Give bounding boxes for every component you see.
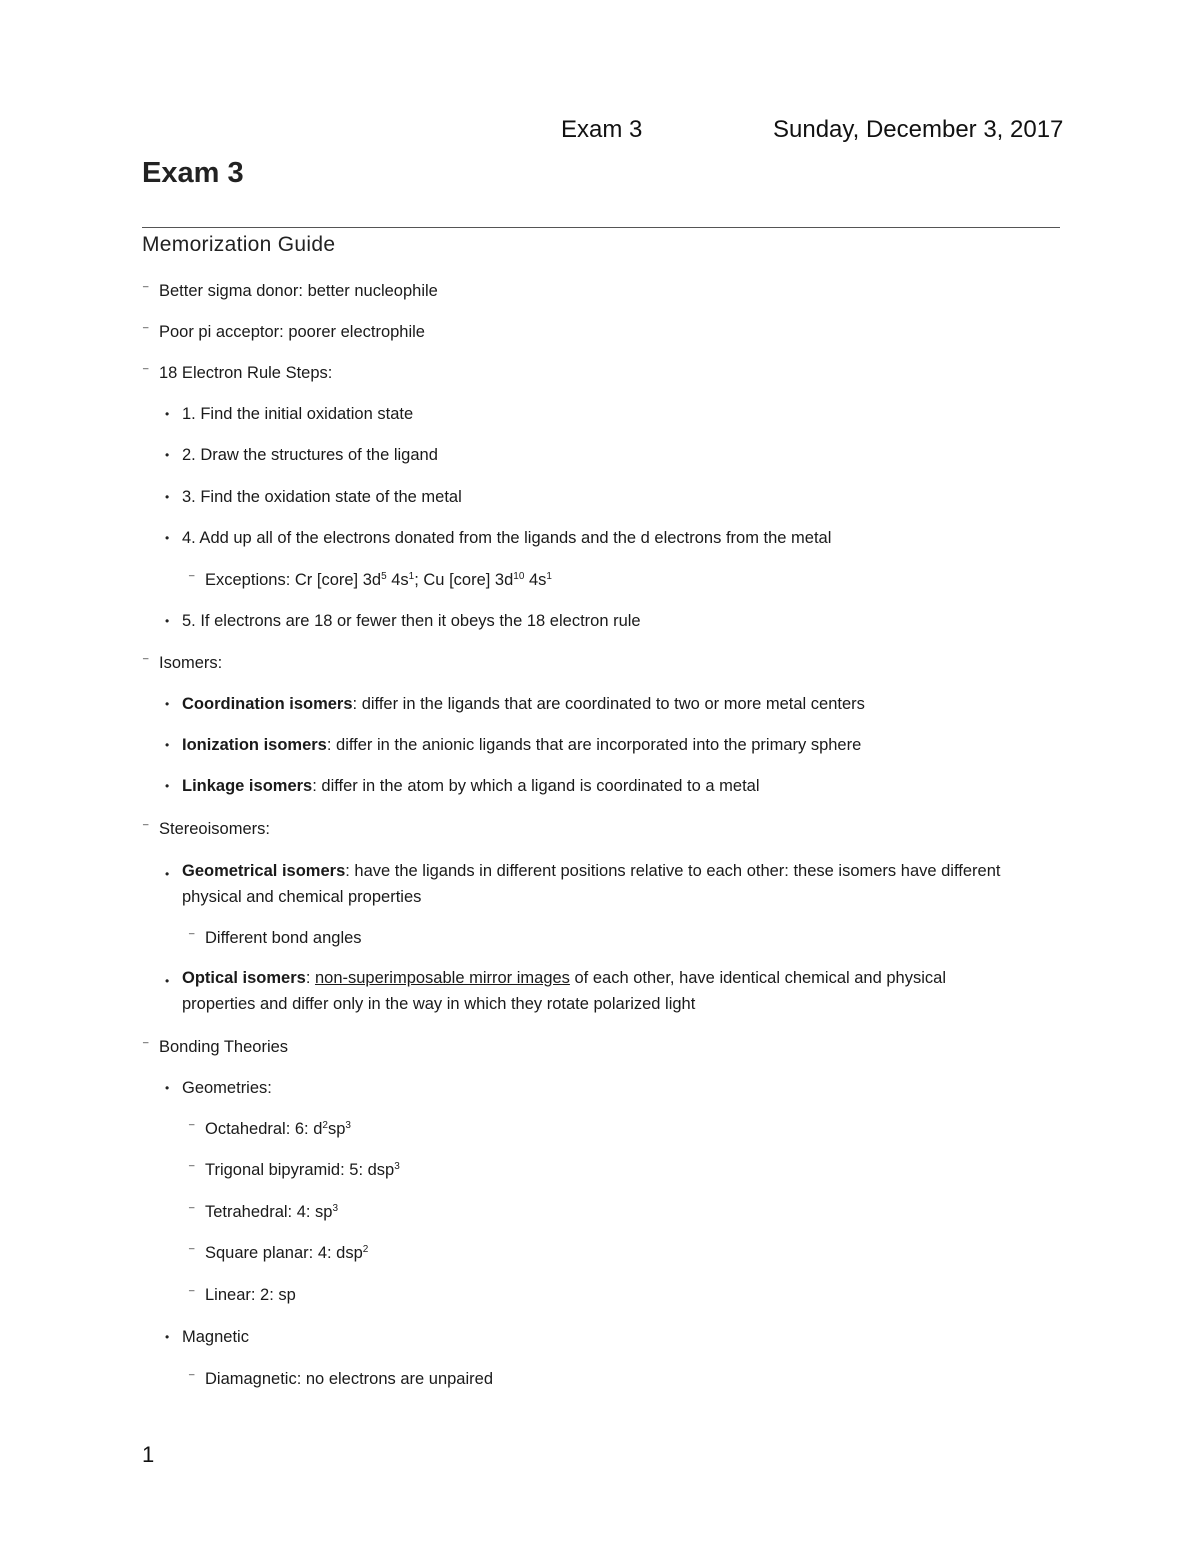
item-text: 4. Add up all of the electrons donated from the ligands and the d electrons from the metal — [182, 529, 832, 547]
list-item — [165, 694, 865, 715]
bullet-marker: • — [165, 1330, 170, 1344]
bullet-marker: • — [165, 407, 170, 421]
list-item — [188, 1160, 400, 1181]
list-item — [165, 445, 438, 466]
bullet-marker: • — [165, 738, 170, 752]
item-text: Tetrahedral: 4: $sp^3$ — [205, 1203, 339, 1221]
dash-marker: ⁻ — [142, 363, 150, 379]
dash-marker: ⁻ — [188, 1202, 196, 1218]
item-text: : differ in the anionic ligands that are incorporated into the primary sphere — [326, 736, 862, 754]
bullet-marker: • — [165, 974, 170, 988]
item-text: 1. Find the initial oxidation state — [182, 405, 414, 423]
dash-marker: ⁻ — [188, 1160, 196, 1176]
list-item — [165, 735, 862, 756]
item-text: 5. If electrons are 18 or fewer then it obeys the 18 electron rule — [182, 612, 641, 630]
list-item — [165, 528, 832, 549]
item-text: : differ in the ligands that are coordinated to two or more metal centers — [352, 695, 865, 713]
dash-marker: ⁻ — [188, 1285, 196, 1301]
dash-marker: ⁻ — [142, 653, 150, 669]
dash-marker: ⁻ — [188, 928, 196, 944]
term-bold: Ionization isomers — [182, 736, 327, 754]
dash-marker: ⁻ — [188, 1369, 196, 1385]
item-text: of each other, have identical chemical and physical properties and differ only in the way in which they rotate polarized light — [182, 969, 946, 1013]
bullet-marker: • — [165, 448, 170, 462]
item-text: Diamagnetic: no electrons are unpaired — [205, 1370, 494, 1388]
item-text: Stereoisomers: — [159, 820, 270, 838]
page-number: 1 — [142, 1442, 155, 1467]
list-item — [142, 653, 223, 674]
dash-marker: ⁻ — [142, 322, 150, 338]
list-item — [165, 1078, 272, 1099]
list-item — [142, 322, 425, 343]
list-item — [188, 570, 552, 591]
dash-marker: ⁻ — [142, 819, 150, 835]
dash-marker: ⁻ — [142, 1037, 150, 1053]
list-item — [188, 1243, 369, 1264]
dash-marker: ⁻ — [188, 570, 196, 586]
item-text: Bonding Theories — [159, 1038, 289, 1056]
item-text: Different bond angles — [205, 929, 362, 947]
item-text: 18 Electron Rule Steps: — [159, 364, 333, 382]
item-text: Octahedral: 6: $d^2sp^3$ — [205, 1120, 351, 1138]
bullet-marker: • — [165, 1081, 170, 1095]
list-item — [142, 281, 438, 302]
term-bold: Optical isomers — [182, 969, 306, 987]
list-item — [142, 1037, 289, 1058]
item-text: Better sigma donor: better nucleophile — [159, 282, 438, 300]
list-item — [165, 404, 414, 425]
list-item — [165, 776, 760, 797]
item-text: Geometries: — [182, 1079, 272, 1097]
list-item — [188, 1285, 296, 1306]
list-item: • Optical isomers: non-superimposable mirror images of each other, have identical chemical and physical properties and differ only in the way in which they rotate polarized light — [165, 969, 946, 1013]
item-text: 2. Draw the structures of the ligand — [182, 446, 438, 464]
dash-marker: ⁻ — [188, 1119, 196, 1135]
item-text: 3. Find the oxidation state of the metal — [182, 488, 462, 506]
exceptions-text: Exceptions: Cr [core] $3d^5$ $4s^1$; Cu [core] $3d^{10}$ $4s^1$ — [205, 571, 552, 589]
document-title: Exam 3 — [142, 157, 244, 189]
term-bold: Geometrical isomers — [182, 862, 346, 880]
list-item — [165, 858, 1012, 910]
item-text: : differ in the atom by which a ligand is coordinated to a metal — [312, 777, 760, 795]
item-text: Isomers: — [159, 654, 223, 672]
section-heading: Memorization Guide — [142, 233, 336, 256]
list-item — [188, 928, 362, 949]
list-item — [142, 363, 333, 384]
item-text: Poor pi acceptor: poorer electrophile — [159, 323, 425, 341]
list-item — [188, 1119, 351, 1140]
item-text: Trigonal bipyramid: 5: dsp$^3$ — [205, 1161, 400, 1179]
bullet-marker: • — [165, 867, 170, 881]
running-header-title: Exam 3 — [561, 116, 643, 143]
list-item — [165, 487, 462, 508]
term-bold: Coordination isomers — [182, 695, 353, 713]
list-item — [188, 1369, 494, 1390]
item-text: Linear: 2: sp — [205, 1286, 296, 1304]
dash-marker: ⁻ — [142, 281, 150, 297]
bullet-marker: • — [165, 697, 170, 711]
item-text: Square planar: 4: dsp$^2$ — [205, 1244, 369, 1262]
list-item — [165, 611, 641, 632]
term-bold: Linkage isomers — [182, 777, 313, 795]
dash-marker: ⁻ — [188, 1243, 196, 1259]
underlined-phrase: non-superimposable mirror images — [314, 969, 570, 987]
running-header-date: Sunday, December 3, 2017 — [773, 116, 1064, 143]
list-item — [165, 1327, 249, 1348]
bullet-marker: • — [165, 614, 170, 628]
list-item — [142, 819, 270, 840]
bullet-marker: • — [165, 531, 170, 545]
title-divider — [142, 227, 1060, 228]
list-item — [188, 1202, 339, 1223]
item-text: Magnetic — [182, 1328, 249, 1346]
item-text: : have the ligands in different positions relative to each other: these isomers have different physical and chemical properties — [182, 862, 1001, 906]
bullet-marker: • — [165, 779, 170, 793]
bullet-marker: • — [165, 490, 170, 504]
